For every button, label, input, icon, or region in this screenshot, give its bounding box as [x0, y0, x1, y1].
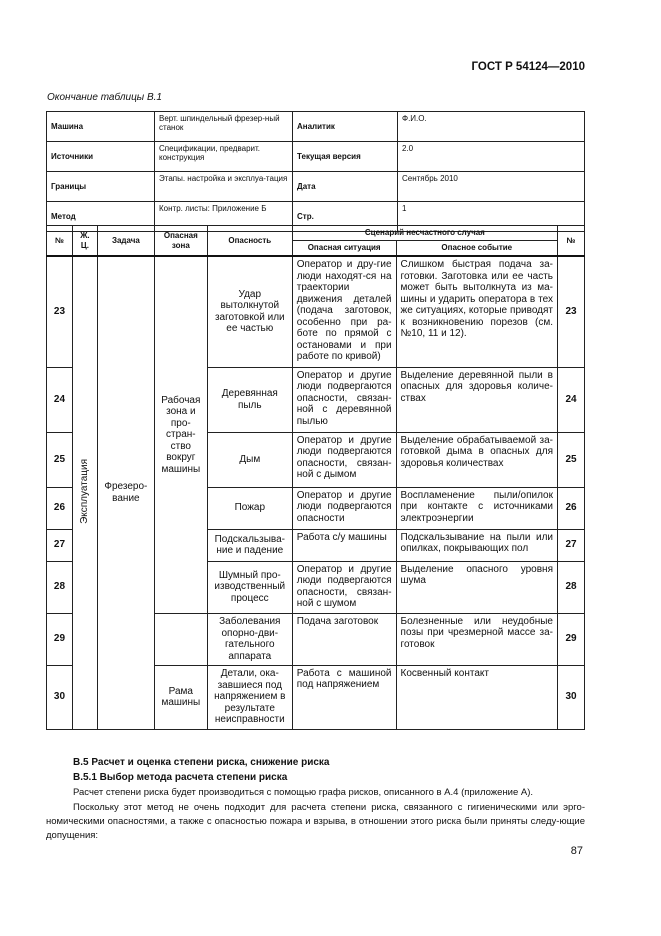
col-task: Задача: [97, 226, 154, 257]
situation-cell: Оператор и дру-гие люди находят-ся на траектории движения деталей (подача заготовок, особенно при ра-боте по прямой с остановами и при работе по кривой): [292, 256, 396, 367]
event-cell: Слишком быстрая подача за-готовки. Заготовка или ее часть может быть вытолкнута из ма-шины и ударить оператора в тех же ситуациях, которые приводят к возникновению порезов (см. №10, 11 и 12).: [396, 256, 557, 367]
col-zone: Опасная зона: [154, 226, 207, 257]
zone-frame-cell: Рама машины: [154, 665, 207, 729]
row-num: 26: [47, 487, 73, 529]
section-b51-heading: В.5.1 Выбор метода расчета степени риска: [73, 772, 288, 783]
situation-cell: Работа с машиной под напряжением: [292, 665, 396, 729]
situation-cell: Оператор и другие люди подвергаются опасности, связан-ной с деревянной пылью: [292, 367, 396, 432]
col-num-right: №: [558, 226, 585, 257]
event-cell: Подскальзывание на пыли или опилках, покрывающих пол: [396, 529, 557, 561]
meta-label: Стр.: [293, 202, 398, 232]
meta-value: Верт. шпиндельный фрезер-ный станок: [155, 112, 293, 142]
row-num-right: 28: [558, 561, 585, 613]
col-num: №: [47, 226, 73, 257]
meta-label: Границы: [47, 172, 155, 202]
meta-label: Машина: [47, 112, 155, 142]
row-num: 28: [47, 561, 73, 613]
page-number: 87: [570, 845, 583, 857]
situation-cell: Оператор и другие люди подвергаются опасности, связан-ной с дымом: [292, 432, 396, 487]
row-num-right: 29: [558, 613, 585, 665]
row-num-right: 25: [558, 432, 585, 487]
row-num: 25: [47, 432, 73, 487]
table-row: [47, 256, 585, 367]
hazard-cell: Пожар: [207, 487, 292, 529]
paragraph-2: Поскольку этот метод не очень подходит для расчета степени риска, связанного с гигиеническими или эрго-номическими опасностями, а также с опасностью пожара и взрыва, в отношении этого риска были приняты следу-ющие допущения:: [46, 802, 585, 841]
situation-cell: Оператор и другие люди подвергаются опасности, связан-ной с шумом: [292, 561, 396, 613]
hazard-cell: Заболевания опорно-дви-гательного аппарата: [207, 613, 292, 665]
hazard-cell: Дым: [207, 432, 292, 487]
row-num: 30: [47, 665, 73, 729]
row-num: 27: [47, 529, 73, 561]
meta-value: Спецификации, предварит. конструкция: [155, 142, 293, 172]
hazard-cell: Шумный про-изводственный процесс: [207, 561, 292, 613]
row-num-right: 24: [558, 367, 585, 432]
event-cell: Выделение обрабатываемой за-готовкой дыма в опасных для здоровья количествах: [396, 432, 557, 487]
meta-label: Дата: [293, 172, 398, 202]
event-cell: Воспламенение пыли/опилок при контакте с источниками электроэнергии: [396, 487, 557, 529]
event-cell: Выделение опасного уровня шума: [396, 561, 557, 613]
task-cell: Фрезеро-вание: [97, 256, 154, 729]
header-row: [47, 226, 585, 241]
paragraph-1: Расчет степени риска будет производиться с помощью графа рисков, описанного в А.4 (приложение А).: [73, 787, 534, 798]
event-cell: Болезненные или неудобные позы при чрезмерной массе за-готовок: [396, 613, 557, 665]
meta-value: 2.0: [398, 142, 585, 172]
hazard-cell: Подскальзыва-ние и падение: [207, 529, 292, 561]
situation-cell: Оператор и другие люди подвергаются опасности: [292, 487, 396, 529]
hazard-table: [46, 225, 585, 730]
meta-value: Сентябрь 2010: [398, 172, 585, 202]
meta-value: Контр. листы: Приложение Б: [155, 202, 293, 232]
col-scenario: Сценарий несчастного случая: [292, 226, 557, 241]
event-cell: Выделение деревянной пыли в опасных для здоровья количе-ствах: [396, 367, 557, 432]
zone-cell: Рабочая зона и про-стран-ство вокруг машины: [154, 256, 207, 613]
meta-row: [47, 142, 585, 172]
zone-empty-cell: [154, 613, 207, 665]
standard-number: ГОСТ Р 54124—2010: [471, 61, 585, 73]
row-num: 24: [47, 367, 73, 432]
row-num: 29: [47, 613, 73, 665]
lifecycle-cell: [72, 256, 97, 729]
meta-label: Метод: [47, 202, 155, 232]
meta-row: [47, 112, 585, 142]
meta-label: Источники: [47, 142, 155, 172]
col-situation: Опасная ситуация: [292, 241, 396, 257]
meta-value: Ф.И.О.: [398, 112, 585, 142]
col-event: Опасное событие: [396, 241, 557, 257]
lifecycle-text: Эксплуатация: [79, 458, 91, 524]
row-num-right: 30: [558, 665, 585, 729]
meta-table: [46, 111, 585, 232]
section-b5-heading: В.5 Расчет и оценка степени риска, снижение риска: [73, 757, 330, 768]
meta-label: Текущая версия: [293, 142, 398, 172]
hazard-cell: Деревянная пыль: [207, 367, 292, 432]
meta-label: Аналитик: [293, 112, 398, 142]
meta-value: Этапы. настройка и эксплуа-тация: [155, 172, 293, 202]
row-num-right: 23: [558, 256, 585, 367]
situation-cell: Работа с/у машины: [292, 529, 396, 561]
meta-value: 1: [398, 202, 585, 232]
meta-row: [47, 172, 585, 202]
col-hazard: Опасность: [207, 226, 292, 257]
col-lifecycle: Ж. Ц.: [72, 226, 97, 257]
hazard-cell: Удар вытолкнутой заготовкой или ее частью: [207, 256, 292, 367]
row-num-right: 26: [558, 487, 585, 529]
situation-cell: Подача заготовок: [292, 613, 396, 665]
hazard-cell: Детали, ока-завшиеся под напряжением в результате неисправности: [207, 665, 292, 729]
table-caption: Окончание таблицы B.1: [47, 92, 162, 103]
event-cell: Косвенный контакт: [396, 665, 557, 729]
row-num-right: 27: [558, 529, 585, 561]
row-num: 23: [47, 256, 73, 367]
